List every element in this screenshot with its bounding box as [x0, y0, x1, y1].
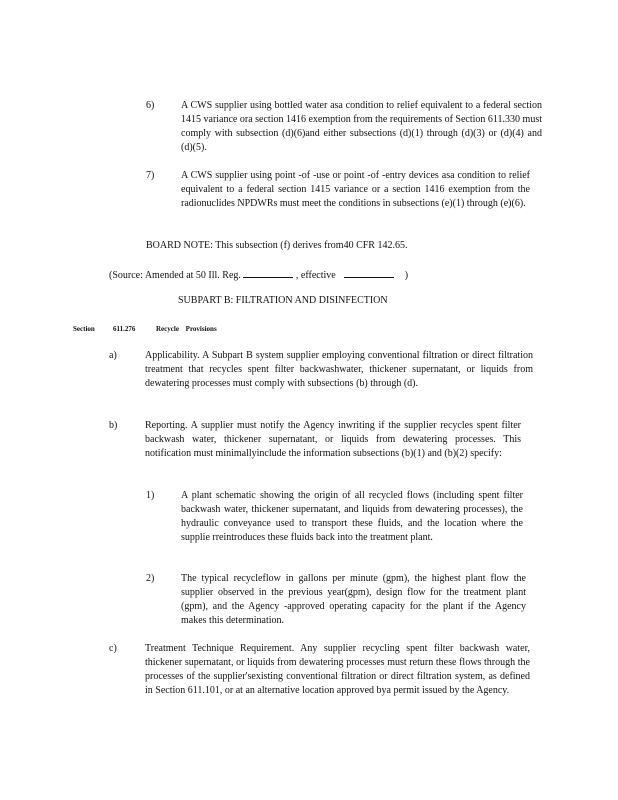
- source-prefix: (Source: Amended at 50 Ill. Reg.: [109, 270, 241, 281]
- subsection-a-text: Applicability. A Subpart B system supplier employing conventional filtration or direct filtration treatment that recycles spent filter backwashwater, thickener supernatant, or liquids from dewatering processes must comply with subsections (b) through (d).: [145, 350, 533, 389]
- subsection-c-text: Treatment Technique Requirement. Any supplier recycling spent filter backwash water, thickener supernatant, or liquids from dewatering processes must return these flows through the processes of the supplier'sexisting conventional filtration or direct filtration system, as defined in Section 611.101, or at an alternative location approved bya permit issued by the Agency.: [145, 643, 530, 696]
- subsection-b-text: Reporting. A supplier must notify the Agency inwriting if the supplier recycles spent filter backwash water, thickener supernatant, or liquids from dewatering processes. This notification must minimallyinclude the information subsections (b)(1) and (b)(2) specify:: [145, 420, 521, 459]
- source-middle: , effective: [295, 270, 336, 281]
- reg-blank: [243, 267, 293, 278]
- section-label: Section: [73, 325, 95, 333]
- section-title: Recycle Provisions: [156, 325, 217, 333]
- item-7-text: A CWS supplier using point -of -use or point -of -entry devices asa condition to relief equivalent to a federal section 1415 variance or a section 1416 exemption from the radionuclides NPDWRs must meet the conditions in subsections (e)(1) through (e)(6).: [181, 170, 530, 209]
- board-note: BOARD NOTE: This subsection (f) derives from40 CFR 142.65.: [146, 240, 408, 251]
- subsection-c-number: c): [109, 643, 117, 654]
- item-b2-number: 2): [146, 573, 155, 584]
- source-line: [109, 267, 408, 283]
- subsection-b-number: b): [109, 420, 118, 431]
- subpart-heading: SUBPART B: FILTRATION AND DISINFECTION: [178, 295, 388, 306]
- item-7-number: 7): [146, 170, 155, 181]
- source-suffix: ): [404, 270, 409, 281]
- item-b2-text: The typical recycleflow in gallons per minute (gpm), the highest plant flow the supplier observed in the previous year(gpm), design flow for the treatment plant (gpm), and the Agency -approved operating capacity for the plant if the Agency makes this determination.: [181, 573, 526, 626]
- effective-blank: [344, 267, 394, 278]
- subsection-a-number: a): [109, 350, 117, 361]
- item-6-text: A CWS supplier using bottled water asa condition to relief equivalent to a federal section 1415 variance ora section 1416 exemption from the requirements of Section 611.330 must comply with subsection (d)(6)and either subsections (d)(1) through (d)(3) or (d)(4) and (d)(5).: [181, 100, 542, 153]
- item-b1-number: 1): [146, 490, 155, 501]
- item-b1-text: A plant schematic showing the origin of all recycled flows (including spent filter backwash water, thickener supernatant, and liquids from dewatering processes), the hydraulic conveyance used to transport these fluids, and the location where the supplie rreintroduces these fluids back into the treatment plant.: [181, 490, 523, 543]
- item-6-number: 6): [146, 100, 155, 111]
- section-number: 611.276: [113, 325, 136, 333]
